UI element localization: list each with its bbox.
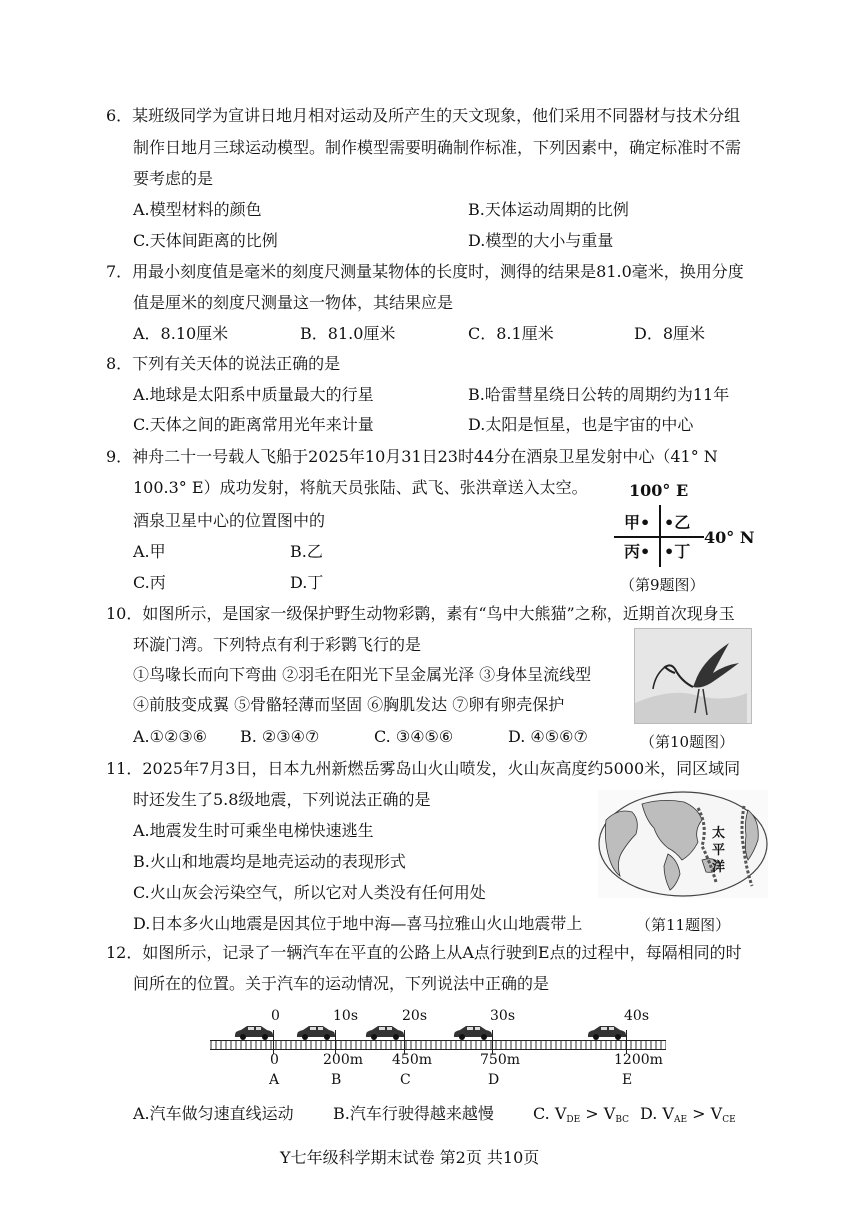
q10-option-b: B. ②③④⑦: [240, 727, 320, 746]
q12-tick-D: [492, 1030, 493, 1054]
q9-option-c: C.丙: [133, 573, 166, 592]
q8-option-a: A.地球是太阳系中质量最大的行星: [133, 385, 374, 404]
q6-option-c: C.天体间距离的比例: [133, 231, 278, 250]
q11-option-a: A.地震发生时可乘坐电梯快速逃生: [133, 821, 374, 840]
q11-stem-line1: 11．2025年7月3日，日本九州新燃岳雾岛山火山喷发，火山灰高度约5000米，同区域同: [106, 759, 741, 778]
q9-point-jia: 甲•: [624, 513, 651, 532]
q12-option-c-sub2: BC: [615, 1115, 630, 1125]
q12-time-label: 10s: [333, 1008, 358, 1024]
q12-tick-B: [335, 1030, 336, 1054]
q12-car-E: [586, 1024, 628, 1040]
q12-tick-E: [626, 1030, 627, 1054]
q10-statements-line1: ①鸟喙长而向下弯曲 ②羽毛在阳光下呈金属光泽 ③身体呈流线型: [133, 665, 592, 684]
q9-stem-line3: 酒泉卫星中心的位置图中的: [133, 511, 326, 530]
q12-point-label: E: [622, 1072, 633, 1088]
q12-tick-A: [273, 1030, 274, 1054]
q9-point-bing: 丙•: [624, 542, 651, 561]
q8-option-d: D.太阳是恒星，也是宇宙的中心: [468, 415, 694, 434]
q12-car-B: [295, 1024, 337, 1040]
q12-option-d-text: D. V: [640, 1104, 674, 1123]
q6-option-d: D.模型的大小与重量: [468, 231, 614, 250]
q11-map-label-tai: 太: [712, 826, 726, 841]
q6-option-b: B.天体运动周期的比例: [468, 200, 629, 219]
q10-stem-line1: 10．如图所示，是国家一级保护野生动物彩鹮，素有“鸟中大熊猫”之称，近期首次现身玉: [106, 604, 735, 623]
q12-distance-label: 0: [270, 1052, 279, 1068]
q12-option-c-mid: > V: [580, 1104, 616, 1123]
q12-point-label: D: [488, 1072, 500, 1088]
q12-car-A: [233, 1024, 275, 1040]
q12-option-a: A.汽车做匀速直线运动: [133, 1104, 294, 1123]
q8-option-c: C.天体之间的距离常用光年来计量: [133, 415, 374, 434]
q10-option-c: C. ③④⑤⑥: [374, 727, 454, 746]
q11-figure-caption: （第11题图）: [636, 916, 731, 934]
q12-stem-line1: 12．如图所示，记录了一辆汽车在平直的公路上从A点行驶到E点的过程中，每隔相同的时: [106, 943, 742, 962]
q7-option-d: D．8厘米: [634, 324, 706, 343]
q6-stem-line3: 要考虑的是: [133, 169, 214, 188]
q10-stem-line2: 环漩门湾。下列特点有利于彩鹮飞行的是: [133, 635, 422, 654]
q9-option-b: B.乙: [290, 542, 323, 561]
q12-road: [210, 1040, 666, 1050]
q12-distance-label: 750m: [480, 1052, 520, 1068]
q12-car-D: [452, 1024, 494, 1040]
q7-option-c: C．8.1厘米: [468, 324, 554, 343]
q7-option-b: B．81.0厘米: [300, 324, 396, 343]
q11-option-b: B.火山和地震均是地壳运动的表现形式: [133, 852, 406, 871]
q7-stem-line2: 值是厘米的刻度尺测量这一物体，其结果应是: [133, 293, 454, 312]
q9-option-a: A.甲: [133, 542, 166, 561]
page-footer: Y七年级科学期末试卷 第2页 共10页: [280, 1148, 540, 1167]
q12-option-c-sub1: DE: [566, 1115, 581, 1125]
q8-stem: 8．下列有关天体的说法正确的是: [106, 354, 341, 373]
q12-distance-label: 1200m: [614, 1052, 663, 1068]
q9-latitude-label: 40° N: [704, 528, 755, 547]
q7-option-a: A．8.10厘米: [133, 324, 229, 343]
q10-statements-line2: ④前肢变成翼 ⑤骨骼轻薄而坚固 ⑥胸肌发达 ⑦卵有卵壳保护: [133, 695, 565, 714]
q12-option-d: [640, 1103, 736, 1131]
q12-option-d-sub1: AE: [673, 1115, 688, 1125]
q12-distance-label: 450m: [392, 1052, 432, 1068]
world-map-icon: [598, 790, 768, 898]
q11-world-map: [598, 790, 768, 898]
q9-longitude-label: 100° E: [629, 481, 689, 500]
q12-tick-C: [404, 1030, 405, 1054]
q12-point-label: A: [269, 1072, 280, 1088]
q9-point-yi: •乙: [664, 513, 691, 532]
q12-option-c: [533, 1103, 629, 1131]
q12-time-label: 40s: [624, 1008, 649, 1024]
q6-option-a: A.模型材料的颜色: [133, 200, 262, 219]
q12-point-label: B: [331, 1072, 342, 1088]
q12-time-label: 20s: [402, 1008, 427, 1024]
q11-stem-line2: 时还发生了5.8级地震，下列说法正确的是: [133, 790, 431, 809]
q6-stem-line2: 制作日地月三球运动模型。制作模型需要明确制作标准，下列因素中，确定标准时不需: [133, 138, 742, 157]
q12-car-C: [364, 1024, 406, 1040]
q11-map-label-ping: 平: [712, 843, 726, 858]
q9-stem-line2: 100.3° E）成功发射，将航天员张陆、武飞、张洪章送入太空。: [133, 478, 588, 497]
q12-option-d-mid: > V: [687, 1104, 723, 1123]
q12-option-b: B.汽车行驶得越来越慢: [333, 1104, 494, 1123]
q10-figure-caption: （第10题图）: [640, 733, 735, 751]
q11-option-d: D.日本多火山地震是因其位于地中海—喜马拉雅山火山地震带上: [133, 914, 583, 933]
q12-time-label: 0: [271, 1008, 280, 1024]
q9-parallel-line: [614, 536, 704, 538]
q11-option-c: C.火山灰会污染空气，所以它对人类没有任何用处: [133, 883, 486, 902]
q12-distance-label: 200m: [323, 1052, 363, 1068]
q10-option-a: A.①②③⑥: [133, 727, 208, 746]
q7-stem-line1: 7．用最小刻度值是毫米的刻度尺测量某物体的长度时，测得的结果是81.0毫米，换用分度: [106, 262, 744, 281]
q10-option-d: D. ④⑤⑥⑦: [508, 727, 588, 746]
q12-point-label: C: [400, 1072, 411, 1088]
ibis-bird-icon: [635, 629, 751, 723]
q9-option-d: D.丁: [290, 573, 324, 592]
q12-option-d-sub2: CE: [722, 1115, 736, 1125]
q12-option-c-text: C. V: [533, 1104, 567, 1123]
q8-option-b: B.哈雷彗星绕日公转的周期约为11年: [468, 385, 730, 404]
q12-time-label: 30s: [490, 1008, 515, 1024]
q10-ibis-photo: [634, 628, 752, 724]
q12-stem-line2: 间所在的位置。关于汽车的运动情况，下列说法中正确的是: [133, 974, 550, 993]
q6-stem-line1: 6．某班级同学为宣讲日地月相对运动及所产生的天文现象，他们采用不同器材与技术分组: [106, 106, 741, 125]
q9-figure-caption: （第9题图）: [620, 576, 705, 594]
q9-point-ding: •丁: [664, 542, 691, 561]
q9-stem-line1: 9．神舟二十一号载人飞船于2025年10月31日23时44分在酒泉卫星发射中心（41° N: [106, 447, 718, 466]
q11-map-label-yang: 洋: [712, 860, 726, 875]
